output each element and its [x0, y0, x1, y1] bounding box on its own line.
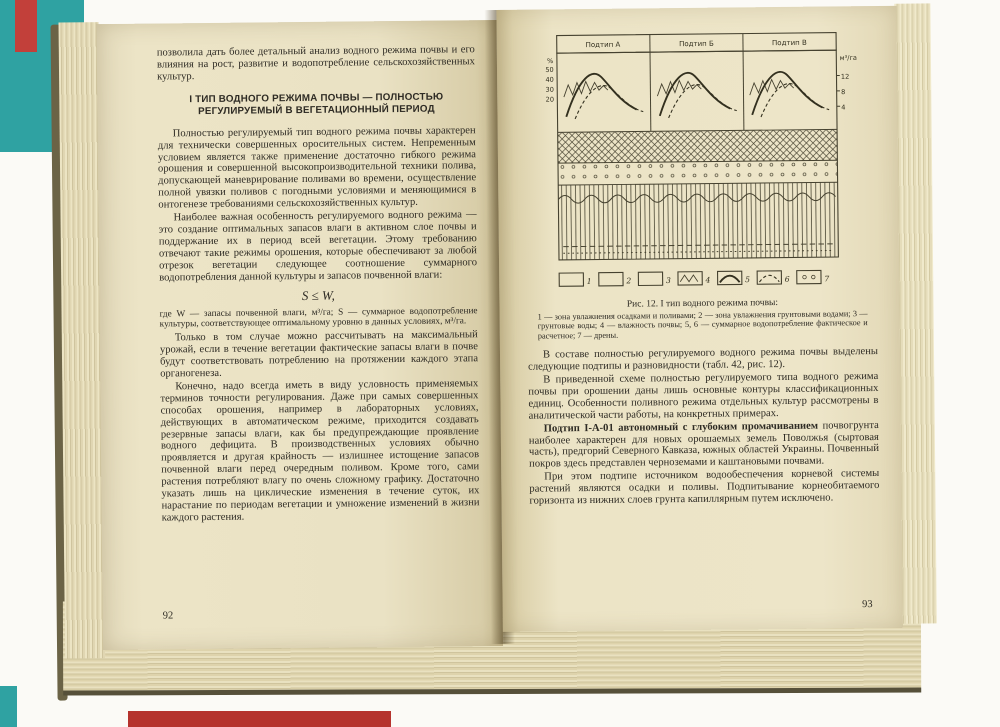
formula: S ≤ W, [301, 287, 335, 303]
y-left-tick: 50 [545, 65, 554, 74]
paragraph-rest: почвогрунта наиболее характерен для новых орошаемых земель Поволжья (сыртовая часть), предгорий Северного Кавказа, южных областей Украины. Почвенный покров здесь представлен черноземами и каштановыми почвами. [528, 419, 880, 471]
y-left-unit: % [546, 57, 554, 66]
legend-number-5: 5 [745, 275, 751, 285]
water-use-dashed-2 [668, 84, 737, 118]
formula-note: где W — запасы почвенной влаги, м³/га; S — суммарное водопотребление культуры, соответствующее оптимальному уровню в данных условиях, м³/га. [159, 305, 478, 330]
water-use-dashed-1 [575, 85, 644, 119]
figure-caption-body: 1 — зона увлажнения осадками и поливами; 2 — зона увлажнения грунтовыми водами; 3 — грунтовые воды; 4 — влажность почвы; 5, 6 — суммарное водопотребление фактическое и расчетное; 7 — дрены. [537, 309, 868, 341]
paragraph: В составе полностью регулируемого водного режима почвы выделены следующие подтипы и разновидности (табл. 42, рис. 12). [528, 346, 879, 373]
legend-number-2: 2 [626, 276, 632, 286]
figure-caption-title: Рис. 12. I тип водного режима почвы: [626, 298, 779, 310]
drain-layer-band [558, 160, 838, 185]
left-page-text-column [157, 44, 480, 525]
panel-label-a: Подтип А [585, 39, 621, 50]
right-page-text-column [525, 28, 880, 509]
section-heading-line2: РЕГУЛИРУЕМЫЙ В ВЕГЕТАЦИОННЫЙ ПЕРИОД [198, 103, 435, 118]
legend [559, 270, 829, 286]
precipitation-zigzag-3 [750, 79, 794, 95]
panel-label-v: Подтип В [771, 37, 807, 48]
y-right-tick: 8 [841, 88, 846, 97]
background-red-stripe [15, 0, 37, 52]
y-left-tick: 40 [545, 75, 554, 84]
y-right-unit: м³/га [839, 53, 858, 63]
figure-12 [535, 30, 868, 297]
paragraph-intro: позволила дать более детальный анализ водного режима почвы и его влияния на рост, развитие и водопотребление сельскохозяйственных культур. [156, 44, 475, 83]
precipitation-zigzag-2 [657, 80, 701, 96]
paragraph: Наиболее важная особенность регулируемого водного режима — это создание оптимальных запасов влаги в активном слое почвы и поддержание их в период всей вегетации. Этому требованию отвечают такие режимы орошения, которые обеспечивают за любой отрезок вегетации следующее соотношение суммарного водопотребления данной культуры и запасов почвенной влаги: [158, 209, 478, 284]
paragraph: В приведенной схеме полностью регулируемого типа водного режима почвы при орошении даны лишь основные контуры классификационных единиц. Особенности поливного режима отдельных культур рассмотрены в аналитической части работы, на конкретных примерах. [528, 371, 879, 422]
legend-number-1: 1 [586, 276, 592, 286]
paragraph: Конечно, надо всегда иметь в виду условность применяемых терминов точности регулирования. Даже при самых совершенных способах орошения, например в лабораторных условиях, действующих в автоматическом режиме, приходится создавать резервные запасы влаги, как бы предупреждающие проявление водного дефицита. В производственных условиях обычно проявляется и другая крайность — излишнее истощение запасов почвенной влаги перед очередным поливом. Кроме того, сами растения потребляют влагу по очень сложному графику. Достаточно указать лишь на циклические изменения в течение суток, их нарастание по периодам вегетации и умножение изменений в жизни каждого растения. [160, 378, 480, 524]
page-number-left: 92 [162, 610, 174, 622]
y-left-tick: 20 [545, 95, 555, 104]
y-right-tick: 4 [841, 103, 846, 112]
water-use-curve-2 [659, 72, 730, 115]
open-book [48, 0, 941, 711]
right-page [496, 6, 902, 632]
paragraph: Только в том случае можно рассчитывать на максимальный урожай, если в течение вегетации фактические запасы влаги в почве будут соответствовать потреблению на протяжении каждого этапа органогенеза. [159, 329, 479, 380]
paragraph: При этом подтипе источником водообеспечения корневой системы растений являются осадки и поливы. Подпитывание корнеобитаемого горизонта из нижних слоев грунта капиллярным путем исключено. [529, 468, 880, 507]
legend-number-6: 6 [784, 274, 790, 284]
panel-label-b: Подтип Б [679, 38, 714, 49]
water-use-curve-3 [752, 71, 823, 114]
paragraph [529, 420, 879, 471]
legend-number-4: 4 [705, 275, 711, 285]
y-right-tick: 12 [840, 72, 850, 81]
precipitation-zigzag-1 [564, 81, 608, 97]
legend-number-7: 7 [824, 274, 830, 284]
water-use-curve-1 [566, 73, 637, 116]
paragraph-bold-lead: Подтип I-А-01 автономный с глубоким промачиванием [543, 420, 819, 435]
section-heading-line1: I ТИП ВОДНОГО РЕЖИМА ПОЧВЫ — ПОЛНОСТЬЮ [189, 91, 444, 105]
y-left-tick: 30 [545, 85, 554, 94]
background-red-bar [128, 711, 391, 727]
section-heading [161, 91, 471, 119]
background-teal-bottom-sliver [0, 686, 17, 727]
page-number-right: 93 [862, 599, 873, 611]
paragraph: Полностью регулируемый тип водного режима почвы характерен для технически совершенных оросительных систем. Непременным условием является также применение достаточно гибкого режима орошения и совершенной высокопроизводительной техники полива, допускающей маневрирование поливами во времени, осуществление полной увязки поливов с погодными условиями и меняющимися в онтогенезе требованиями сельскохозяйственных культур. [157, 124, 477, 211]
figure-12-diagram [535, 30, 868, 297]
moistened-zone-band [558, 129, 838, 163]
water-use-dashed-3 [761, 83, 830, 117]
legend-number-3: 3 [665, 275, 671, 286]
left-page [97, 20, 504, 650]
